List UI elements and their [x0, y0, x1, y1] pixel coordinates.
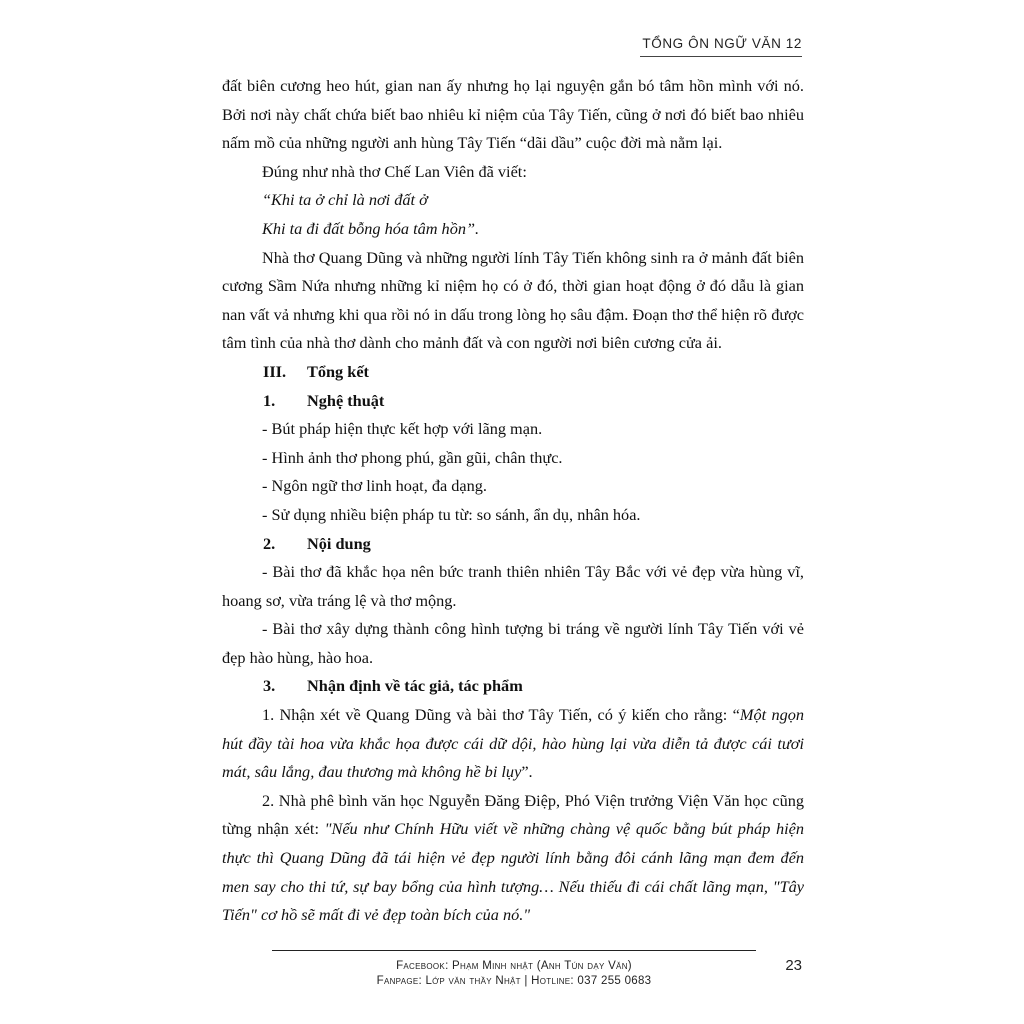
opinion-intro: 2. Nhà phê bình văn học Nguyễn Đăng Điệp, Phó Viện trưởng Viện Văn học cũng từng nhận xét: — [222, 790, 804, 839]
subheading-title: Nhận định về tác giả, tác phẩm — [307, 676, 523, 696]
subheading-number: 2. — [263, 533, 276, 553]
header-underline — [640, 56, 802, 57]
list-item: - Ngôn ngữ thơ linh hoạt, đa dạng. — [262, 476, 487, 496]
paragraph-intro-quote: Đúng như nhà thơ Chế Lan Viên đã viết: — [262, 161, 527, 181]
opinion-intro: 1. Nhận xét về Quang Dũng và bài thơ Tây Tiến, có ý kiến cho rằng: “ — [262, 705, 740, 725]
list-item: - Sử dụng nhiều biện pháp tu từ: so sánh, ẩn dụ, nhân hóa. — [262, 504, 641, 524]
running-header-title: TỔNG ÔN NGỮ VĂN 12 — [642, 36, 802, 51]
section-number: III. — [263, 361, 287, 381]
subheading-title: Nội dung — [307, 533, 371, 553]
poem-quote-line-2: Khi ta đi đất bỗng hóa tâm hồn”. — [262, 218, 480, 238]
opinion-quote: "Nếu như Chính Hữu viết về những chàng vệ quốc bằng bút pháp hiện thực thì Quang Dũng đã tái hiện vẻ đẹp người lính bằng đôi cánh lãng mạn đem đến men say cho thi tứ, sự bay bổng của hình tượng… Nếu thiếu đi cái chất lãng mạn, "Tây Tiến" cơ hồ sẽ mất đi vẻ đẹp toàn bích của nó." — [222, 819, 805, 925]
subheading-opinions — [222, 672, 804, 701]
subheading-art — [222, 387, 804, 416]
list-item: - Bài thơ xây dựng thành công hình tượng bi tráng về người lính Tây Tiến với vẻ đẹp hào hùng, hào hoa. — [222, 619, 804, 667]
subheading-title: Nghệ thuật — [307, 390, 385, 410]
opinion-paragraph-1 — [222, 701, 804, 787]
footer-facebook: Facebook: Phạm Minh nhật (Anh Tún dạy Văn) — [396, 960, 632, 972]
list-item: - Bút pháp hiện thực kết hợp với lãng mạn. — [262, 419, 543, 439]
subheading-number: 3. — [263, 676, 276, 696]
opinion-quote: Một ngọn hút đầy tài hoa vừa khắc họa được cái dữ dội, hào hùng lại vừa diễn tả được cái tươi mát, sâu lắng, đau thương mà không hề bi lụy — [222, 705, 805, 782]
opinion-paragraph-2 — [222, 787, 804, 930]
page-number: 23 — [785, 957, 802, 974]
section-title: Tổng kết — [307, 361, 369, 381]
paragraph-analysis: Nhà thơ Quang Dũng và những người lính Tây Tiến không sinh ra ở mảnh đất biên cương Sầm Nứa nhưng những kỉ niệm họ có ở đó, thời gian hoạt động ở đó dẫu là gian nan vất vả nhưng khi qua rồi nó in dấu trong lòng họ sâu đậm. Đoạn thơ thể hiện rõ được tâm tình của nhà thơ dành cho mảnh đất và con người nơi biên cương cửa ải. — [222, 247, 804, 353]
poem-quote-line-1: “Khi ta ở chỉ là nơi đất ở — [262, 190, 428, 210]
section-heading-summary — [222, 358, 804, 387]
list-item: - Bài thơ đã khắc họa nên bức tranh thiên nhiên Tây Bắc với vẻ đẹp vừa hùng vĩ, hoang sơ, vừa tráng lệ và thơ mộng. — [222, 562, 804, 610]
subheading-number: 1. — [263, 390, 276, 410]
subheading-content — [222, 530, 804, 559]
list-item: - Hình ảnh thơ phong phú, gần gũi, chân thực. — [262, 447, 563, 467]
footer-divider — [272, 950, 756, 951]
paragraph-continuation: đất biên cương heo hút, gian nan ấy nhưng họ lại nguyện gắn bó tâm hồn mình với nó. Bởi nơi này chất chứa biết bao nhiêu kỉ niệm của Tây Tiến, cũng ở nơi đó biết bao nhiêu nấm mồ của những người anh hùng Tây Tiến “dãi dầu” cuộc đời mà nằm lại. — [222, 76, 804, 153]
page-body — [222, 72, 804, 930]
opinion-end: ”. — [521, 762, 533, 782]
footer-fanpage-hotline: Fanpage: Lớp văn thầy Nhật | Hotline: 037 255 0683 — [376, 975, 652, 987]
